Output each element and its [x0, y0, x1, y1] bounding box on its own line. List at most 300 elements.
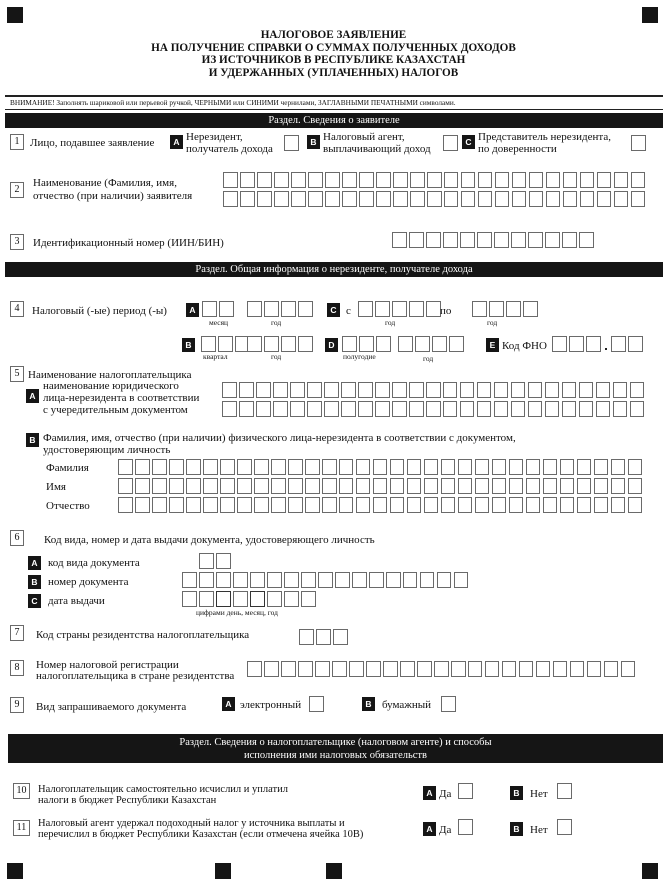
input-cell[interactable] — [239, 382, 254, 398]
input-cell[interactable] — [199, 591, 214, 607]
input-cell[interactable] — [409, 401, 424, 417]
input-cell[interactable] — [316, 629, 331, 645]
input-cell[interactable] — [390, 497, 405, 513]
input-cell[interactable] — [257, 191, 272, 207]
input-cell[interactable] — [536, 661, 551, 677]
input-cell[interactable] — [182, 572, 197, 588]
input-cell[interactable] — [409, 232, 424, 248]
input-cell[interactable] — [322, 459, 337, 475]
input-cell[interactable] — [432, 336, 447, 352]
input-cell[interactable] — [546, 191, 561, 207]
input-cell[interactable] — [376, 336, 391, 352]
input-cell[interactable] — [577, 478, 592, 494]
input-cell[interactable] — [358, 382, 373, 398]
input-cell[interactable] — [152, 478, 167, 494]
patronymic-cells[interactable] — [118, 497, 645, 513]
input-cell[interactable] — [596, 401, 611, 417]
input-cell[interactable] — [220, 459, 235, 475]
input-cell[interactable] — [392, 301, 407, 317]
input-cell[interactable] — [460, 232, 475, 248]
input-cell[interactable] — [494, 401, 509, 417]
checkbox-9b-paper[interactable] — [441, 696, 456, 712]
input-cell[interactable] — [570, 661, 585, 677]
input-cell[interactable] — [543, 478, 558, 494]
input-cell[interactable] — [359, 336, 374, 352]
input-cell[interactable] — [529, 191, 544, 207]
checkbox-9a-electronic[interactable] — [309, 696, 324, 712]
input-cell[interactable] — [494, 382, 509, 398]
input-cell[interactable] — [460, 401, 475, 417]
input-cell[interactable] — [288, 497, 303, 513]
input-cell[interactable] — [359, 172, 374, 188]
input-cell[interactable] — [202, 301, 217, 317]
input-cell[interactable] — [495, 172, 510, 188]
input-cell[interactable] — [403, 572, 418, 588]
input-cell[interactable] — [332, 661, 347, 677]
input-cell[interactable] — [254, 478, 269, 494]
input-cell[interactable] — [201, 336, 216, 352]
input-cell[interactable] — [492, 459, 507, 475]
input-cell[interactable] — [392, 401, 407, 417]
input-cell[interactable] — [613, 401, 628, 417]
input-cell[interactable] — [427, 172, 442, 188]
input-cell[interactable] — [118, 478, 133, 494]
input-cell[interactable] — [169, 497, 184, 513]
input-cell[interactable] — [233, 572, 248, 588]
input-cell[interactable] — [454, 572, 469, 588]
input-cell[interactable] — [410, 172, 425, 188]
input-cell[interactable] — [271, 459, 286, 475]
input-cell[interactable] — [441, 459, 456, 475]
input-cell[interactable] — [630, 382, 645, 398]
checkbox-11b-no[interactable] — [557, 819, 572, 835]
input-cell[interactable] — [152, 497, 167, 513]
input-cell[interactable] — [586, 336, 601, 352]
input-cell[interactable] — [409, 301, 424, 317]
input-cell[interactable] — [216, 572, 231, 588]
input-cell[interactable] — [424, 497, 439, 513]
input-cell[interactable] — [477, 401, 492, 417]
input-cell[interactable] — [335, 572, 350, 588]
input-cell[interactable] — [577, 459, 592, 475]
input-cell[interactable] — [437, 572, 452, 588]
input-cell[interactable] — [237, 497, 252, 513]
residency-country-code-cells[interactable] — [299, 629, 350, 645]
surname-cells[interactable] — [118, 459, 645, 475]
input-cell[interactable] — [386, 572, 401, 588]
checkbox-10b-no[interactable] — [557, 783, 572, 799]
input-cell[interactable] — [308, 191, 323, 207]
checkbox-10a-yes[interactable] — [458, 783, 473, 799]
first-name-cells[interactable] — [118, 478, 645, 494]
input-cell[interactable] — [630, 401, 645, 417]
input-cell[interactable] — [135, 459, 150, 475]
input-cell[interactable] — [611, 336, 626, 352]
input-cell[interactable] — [543, 497, 558, 513]
input-cell[interactable] — [375, 401, 390, 417]
input-cell[interactable] — [199, 553, 214, 569]
input-cell[interactable] — [400, 661, 415, 677]
input-cell[interactable] — [290, 401, 305, 417]
input-cell[interactable] — [477, 232, 492, 248]
period-from-cells[interactable] — [358, 301, 443, 317]
input-cell[interactable] — [233, 591, 248, 607]
input-cell[interactable] — [398, 336, 413, 352]
input-cell[interactable] — [307, 401, 322, 417]
input-cell[interactable] — [274, 172, 289, 188]
input-cell[interactable] — [407, 497, 422, 513]
input-cell[interactable] — [526, 459, 541, 475]
input-cell[interactable] — [545, 401, 560, 417]
input-cell[interactable] — [420, 572, 435, 588]
input-cell[interactable] — [475, 459, 490, 475]
input-cell[interactable] — [358, 301, 373, 317]
input-cell[interactable] — [579, 232, 594, 248]
input-cell[interactable] — [441, 497, 456, 513]
input-cell[interactable] — [628, 478, 643, 494]
input-cell[interactable] — [267, 591, 282, 607]
input-cell[interactable] — [543, 459, 558, 475]
input-cell[interactable] — [563, 172, 578, 188]
input-cell[interactable] — [356, 459, 371, 475]
input-cell[interactable] — [290, 382, 305, 398]
input-cell[interactable] — [528, 382, 543, 398]
input-cell[interactable] — [376, 191, 391, 207]
input-cell[interactable] — [628, 336, 643, 352]
input-cell[interactable] — [393, 191, 408, 207]
input-cell[interactable] — [307, 382, 322, 398]
input-cell[interactable] — [373, 478, 388, 494]
input-cell[interactable] — [216, 553, 231, 569]
input-cell[interactable] — [529, 172, 544, 188]
input-cell[interactable] — [631, 191, 646, 207]
input-cell[interactable] — [135, 478, 150, 494]
input-cell[interactable] — [478, 191, 493, 207]
input-cell[interactable] — [392, 382, 407, 398]
input-cell[interactable] — [426, 401, 441, 417]
input-cell[interactable] — [305, 478, 320, 494]
fno-code-cells[interactable] — [552, 336, 645, 352]
input-cell[interactable] — [274, 191, 289, 207]
input-cell[interactable] — [577, 497, 592, 513]
input-cell[interactable] — [247, 661, 262, 677]
input-cell[interactable] — [563, 191, 578, 207]
input-cell[interactable] — [305, 497, 320, 513]
input-cell[interactable] — [553, 661, 568, 677]
input-cell[interactable] — [339, 478, 354, 494]
input-cell[interactable] — [264, 661, 279, 677]
input-cell[interactable] — [560, 459, 575, 475]
input-cell[interactable] — [596, 382, 611, 398]
input-cell[interactable] — [301, 591, 316, 607]
input-cell[interactable] — [417, 661, 432, 677]
input-cell[interactable] — [528, 232, 543, 248]
input-cell[interactable] — [240, 172, 255, 188]
input-cell[interactable] — [281, 301, 296, 317]
period-month-cells[interactable] — [202, 301, 236, 317]
input-cell[interactable] — [369, 572, 384, 588]
input-cell[interactable] — [444, 172, 459, 188]
input-cell[interactable] — [611, 478, 626, 494]
input-cell[interactable] — [325, 172, 340, 188]
input-cell[interactable] — [597, 191, 612, 207]
input-cell[interactable] — [492, 497, 507, 513]
input-cell[interactable] — [461, 172, 476, 188]
input-cell[interactable] — [291, 191, 306, 207]
input-cell[interactable] — [219, 301, 234, 317]
input-cell[interactable] — [477, 382, 492, 398]
input-cell[interactable] — [264, 301, 279, 317]
input-cell[interactable] — [545, 232, 560, 248]
input-cell[interactable] — [392, 232, 407, 248]
input-cell[interactable] — [407, 459, 422, 475]
input-cell[interactable] — [288, 459, 303, 475]
input-cell[interactable] — [494, 232, 509, 248]
input-cell[interactable] — [460, 382, 475, 398]
doc-number-cells[interactable] — [182, 572, 471, 588]
input-cell[interactable] — [169, 459, 184, 475]
input-cell[interactable] — [271, 497, 286, 513]
period-to-cells[interactable] — [472, 301, 540, 317]
input-cell[interactable] — [621, 661, 636, 677]
input-cell[interactable] — [273, 401, 288, 417]
input-cell[interactable] — [254, 459, 269, 475]
input-cell[interactable] — [373, 497, 388, 513]
iin-bin-cells[interactable] — [392, 232, 596, 248]
input-cell[interactable] — [509, 478, 524, 494]
input-cell[interactable] — [118, 459, 133, 475]
input-cell[interactable] — [613, 382, 628, 398]
input-cell[interactable] — [426, 232, 441, 248]
input-cell[interactable] — [611, 459, 626, 475]
period-b-year-cells[interactable] — [247, 336, 315, 352]
half-year-cells[interactable] — [342, 336, 393, 352]
input-cell[interactable] — [169, 478, 184, 494]
input-cell[interactable] — [322, 478, 337, 494]
input-cell[interactable] — [240, 191, 255, 207]
input-cell[interactable] — [407, 478, 422, 494]
input-cell[interactable] — [315, 661, 330, 677]
input-cell[interactable] — [152, 459, 167, 475]
input-cell[interactable] — [222, 382, 237, 398]
input-cell[interactable] — [237, 459, 252, 475]
input-cell[interactable] — [325, 191, 340, 207]
input-cell[interactable] — [218, 336, 233, 352]
input-cell[interactable] — [222, 401, 237, 417]
input-cell[interactable] — [611, 497, 626, 513]
input-cell[interactable] — [528, 401, 543, 417]
input-cell[interactable] — [614, 191, 629, 207]
input-cell[interactable] — [458, 478, 473, 494]
input-cell[interactable] — [434, 661, 449, 677]
input-cell[interactable] — [628, 497, 643, 513]
input-cell[interactable] — [356, 497, 371, 513]
input-cell[interactable] — [203, 497, 218, 513]
input-cell[interactable] — [545, 382, 560, 398]
input-cell[interactable] — [247, 301, 262, 317]
applicant-name-cells-row1[interactable] — [223, 172, 648, 188]
input-cell[interactable] — [182, 591, 197, 607]
input-cell[interactable] — [478, 172, 493, 188]
input-cell[interactable] — [358, 401, 373, 417]
input-cell[interactable] — [410, 191, 425, 207]
input-cell[interactable] — [409, 382, 424, 398]
input-cell[interactable] — [604, 661, 619, 677]
input-cell[interactable] — [562, 401, 577, 417]
input-cell[interactable] — [237, 478, 252, 494]
input-cell[interactable] — [506, 301, 521, 317]
input-cell[interactable] — [443, 401, 458, 417]
input-cell[interactable] — [579, 382, 594, 398]
input-cell[interactable] — [509, 459, 524, 475]
period-a-year-cells[interactable] — [247, 301, 315, 317]
input-cell[interactable] — [569, 336, 584, 352]
tax-registration-number-cells[interactable] — [247, 661, 638, 677]
input-cell[interactable] — [390, 459, 405, 475]
input-cell[interactable] — [256, 401, 271, 417]
input-cell[interactable] — [264, 336, 279, 352]
input-cell[interactable] — [580, 172, 595, 188]
input-cell[interactable] — [322, 497, 337, 513]
input-cell[interactable] — [376, 172, 391, 188]
input-cell[interactable] — [247, 336, 262, 352]
input-cell[interactable] — [580, 191, 595, 207]
input-cell[interactable] — [257, 172, 272, 188]
input-cell[interactable] — [426, 382, 441, 398]
input-cell[interactable] — [631, 172, 646, 188]
input-cell[interactable] — [587, 661, 602, 677]
doc-type-code-cells[interactable] — [199, 553, 233, 569]
input-cell[interactable] — [523, 301, 538, 317]
input-cell[interactable] — [475, 497, 490, 513]
checkbox-1b-tax-agent[interactable] — [443, 135, 458, 151]
input-cell[interactable] — [342, 191, 357, 207]
input-cell[interactable] — [366, 661, 381, 677]
input-cell[interactable] — [393, 172, 408, 188]
input-cell[interactable] — [324, 401, 339, 417]
input-cell[interactable] — [443, 382, 458, 398]
input-cell[interactable] — [373, 459, 388, 475]
input-cell[interactable] — [298, 301, 313, 317]
input-cell[interactable] — [449, 336, 464, 352]
input-cell[interactable] — [415, 336, 430, 352]
input-cell[interactable] — [472, 301, 487, 317]
input-cell[interactable] — [254, 497, 269, 513]
input-cell[interactable] — [375, 301, 390, 317]
input-cell[interactable] — [512, 172, 527, 188]
input-cell[interactable] — [594, 497, 609, 513]
input-cell[interactable] — [628, 459, 643, 475]
input-cell[interactable] — [597, 172, 612, 188]
applicant-name-cells-row2[interactable] — [223, 191, 648, 207]
input-cell[interactable] — [284, 572, 299, 588]
input-cell[interactable] — [301, 572, 316, 588]
input-cell[interactable] — [291, 172, 306, 188]
input-cell[interactable] — [424, 478, 439, 494]
input-cell[interactable] — [526, 497, 541, 513]
input-cell[interactable] — [458, 459, 473, 475]
input-cell[interactable] — [250, 572, 265, 588]
input-cell[interactable] — [390, 478, 405, 494]
input-cell[interactable] — [579, 401, 594, 417]
input-cell[interactable] — [443, 232, 458, 248]
checkbox-1c-representative[interactable] — [631, 135, 646, 151]
input-cell[interactable] — [475, 478, 490, 494]
input-cell[interactable] — [298, 336, 313, 352]
input-cell[interactable] — [186, 459, 201, 475]
input-cell[interactable] — [186, 497, 201, 513]
input-cell[interactable] — [352, 572, 367, 588]
input-cell[interactable] — [333, 629, 348, 645]
input-cell[interactable] — [118, 497, 133, 513]
input-cell[interactable] — [281, 661, 296, 677]
input-cell[interactable] — [552, 336, 567, 352]
input-cell[interactable] — [288, 478, 303, 494]
quarter-cells[interactable] — [201, 336, 252, 352]
input-cell[interactable] — [614, 172, 629, 188]
input-cell[interactable] — [256, 382, 271, 398]
input-cell[interactable] — [239, 401, 254, 417]
input-cell[interactable] — [299, 629, 314, 645]
input-cell[interactable] — [186, 478, 201, 494]
input-cell[interactable] — [341, 401, 356, 417]
input-cell[interactable] — [339, 459, 354, 475]
input-cell[interactable] — [492, 478, 507, 494]
input-cell[interactable] — [509, 497, 524, 513]
input-cell[interactable] — [318, 572, 333, 588]
input-cell[interactable] — [342, 336, 357, 352]
input-cell[interactable] — [511, 401, 526, 417]
input-cell[interactable] — [560, 478, 575, 494]
input-cell[interactable] — [349, 661, 364, 677]
input-cell[interactable] — [342, 172, 357, 188]
issue-date-cells[interactable] — [182, 591, 318, 607]
legal-entity-name-cells-row1[interactable] — [222, 382, 647, 398]
input-cell[interactable] — [250, 591, 265, 607]
input-cell[interactable] — [216, 591, 231, 607]
input-cell[interactable] — [273, 382, 288, 398]
input-cell[interactable] — [594, 459, 609, 475]
input-cell[interactable] — [220, 497, 235, 513]
input-cell[interactable] — [284, 591, 299, 607]
input-cell[interactable] — [271, 478, 286, 494]
input-cell[interactable] — [223, 172, 238, 188]
input-cell[interactable] — [383, 661, 398, 677]
input-cell[interactable] — [203, 478, 218, 494]
input-cell[interactable] — [594, 478, 609, 494]
input-cell[interactable] — [502, 661, 517, 677]
input-cell[interactable] — [562, 232, 577, 248]
input-cell[interactable] — [485, 661, 500, 677]
input-cell[interactable] — [308, 172, 323, 188]
input-cell[interactable] — [341, 382, 356, 398]
input-cell[interactable] — [356, 478, 371, 494]
input-cell[interactable] — [223, 191, 238, 207]
period-d-year-cells[interactable] — [398, 336, 466, 352]
input-cell[interactable] — [426, 301, 441, 317]
input-cell[interactable] — [489, 301, 504, 317]
input-cell[interactable] — [305, 459, 320, 475]
input-cell[interactable] — [451, 661, 466, 677]
input-cell[interactable] — [199, 572, 214, 588]
input-cell[interactable] — [461, 191, 476, 207]
checkbox-1a-nonresident[interactable] — [284, 135, 299, 151]
input-cell[interactable] — [220, 478, 235, 494]
input-cell[interactable] — [441, 478, 456, 494]
input-cell[interactable] — [375, 382, 390, 398]
input-cell[interactable] — [458, 497, 473, 513]
legal-entity-name-cells-row2[interactable] — [222, 401, 647, 417]
